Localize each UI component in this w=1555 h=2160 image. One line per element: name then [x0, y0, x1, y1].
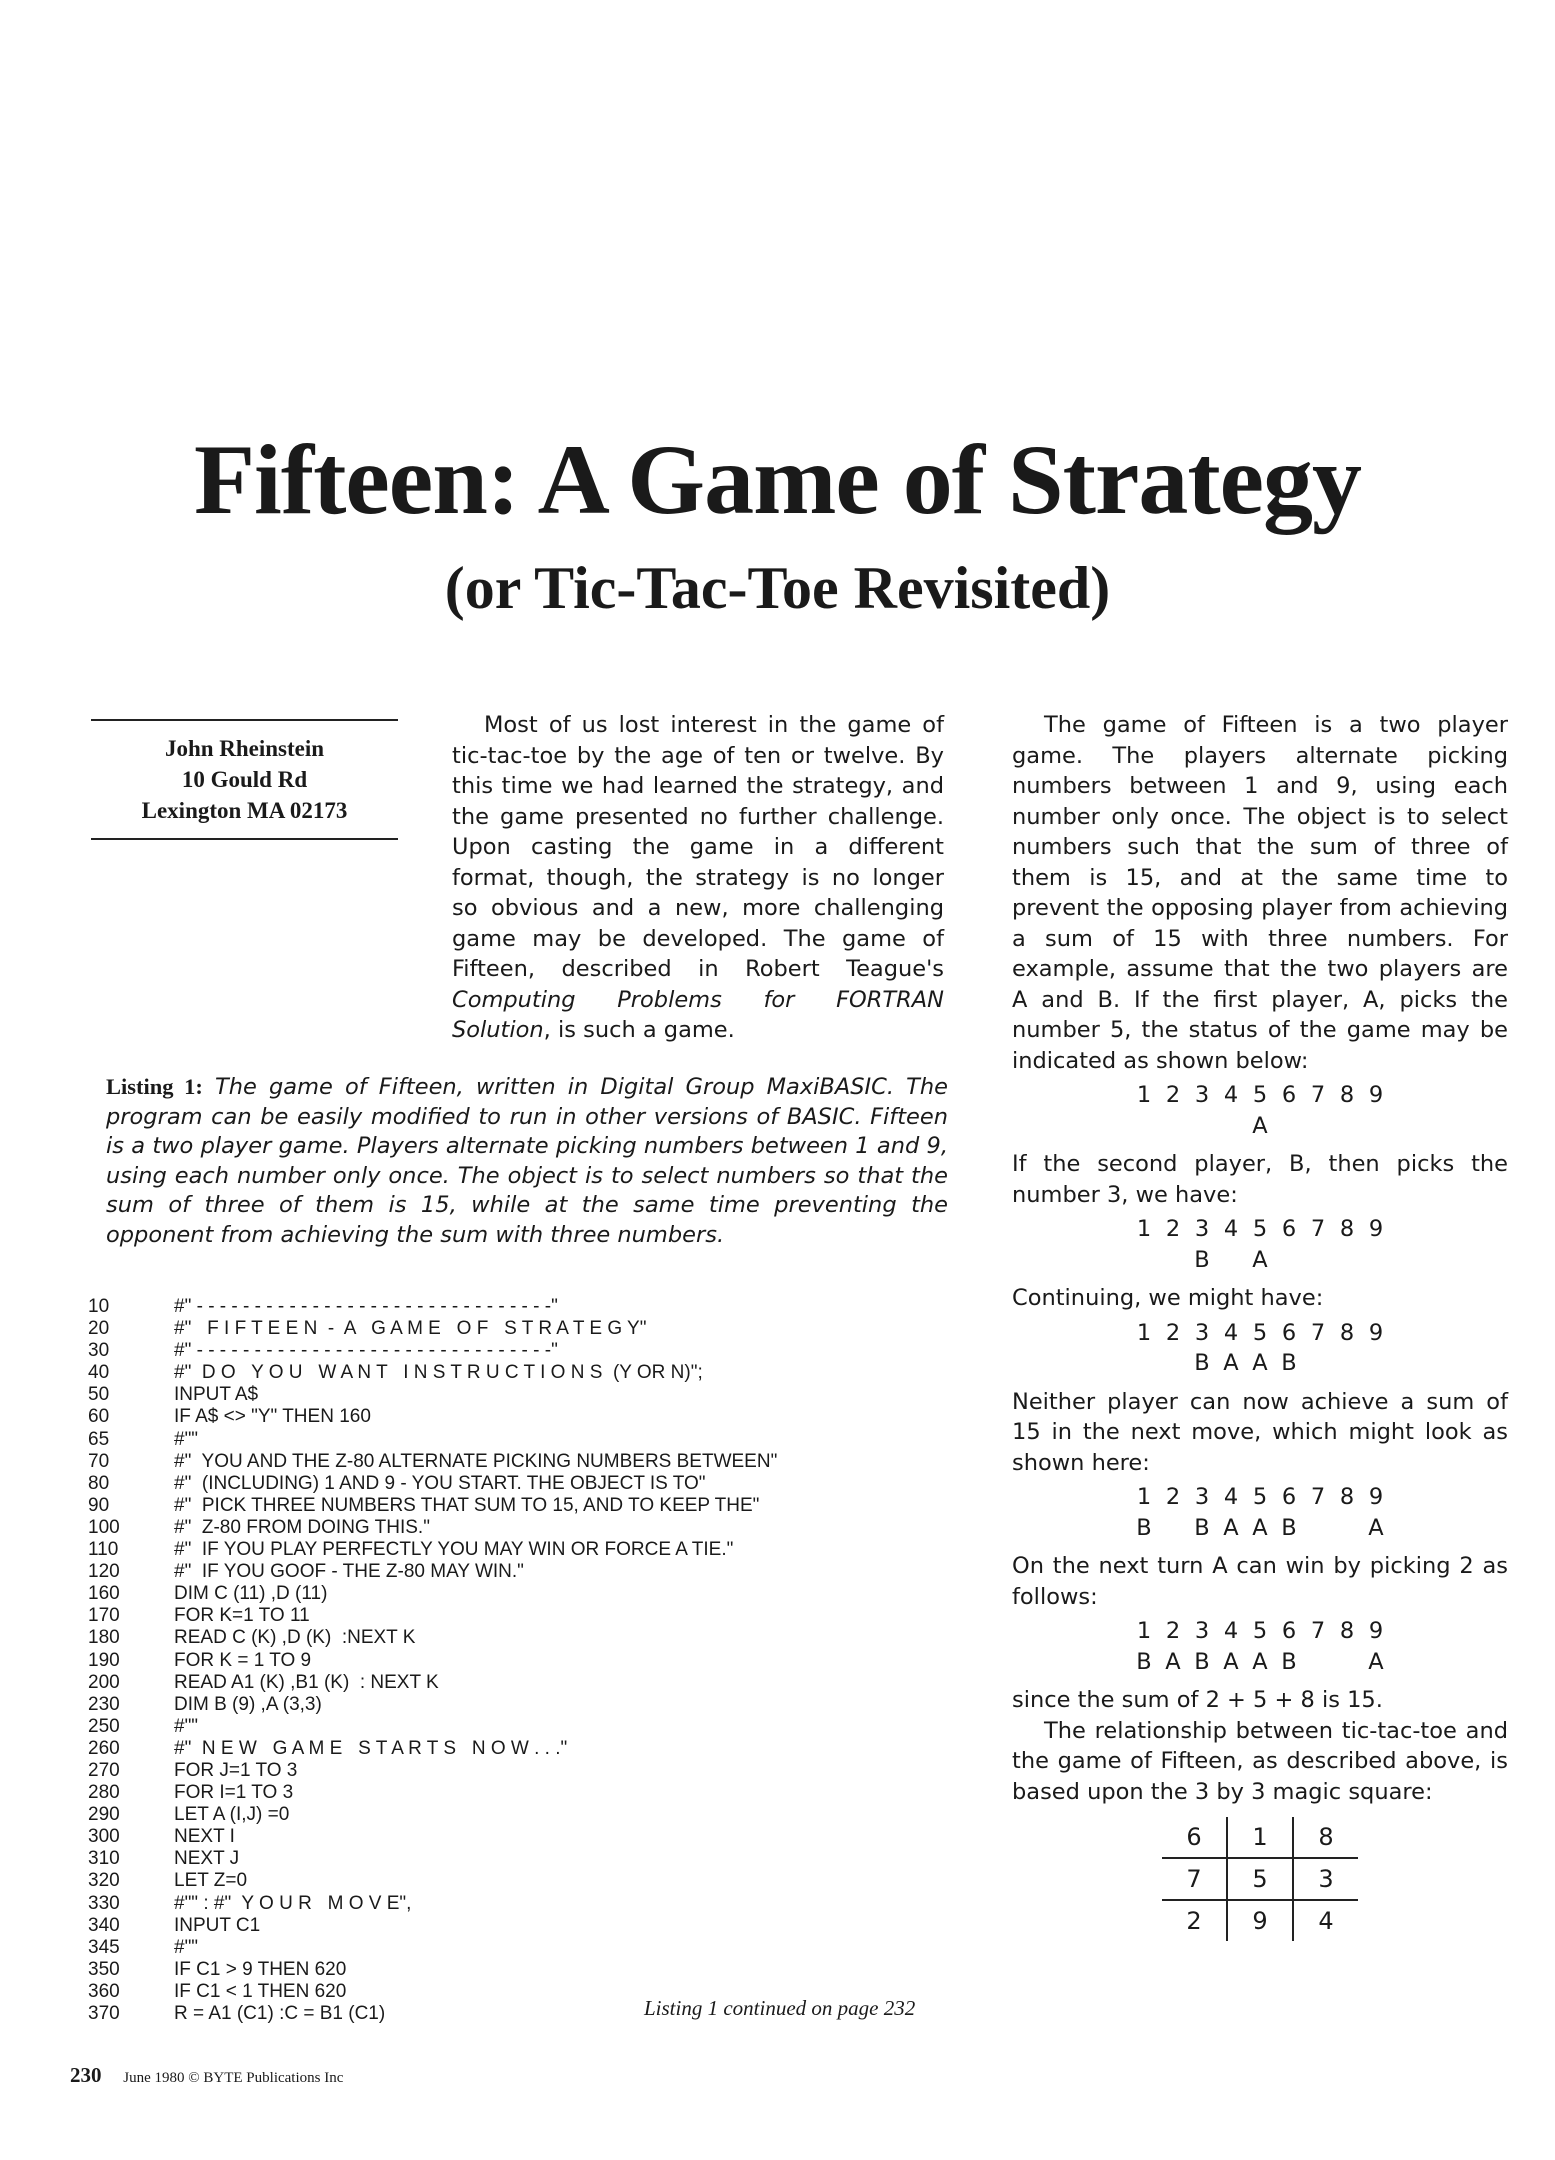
cell: B — [1136, 1648, 1152, 1675]
cell: A — [1252, 1350, 1268, 1376]
code-listing — [88, 1296, 968, 2025]
line-number: 340 — [88, 1914, 120, 1936]
cell: B — [1281, 1350, 1297, 1376]
magic-cell: 5 — [1227, 1858, 1293, 1900]
line-code: LET A (I,J) =0 — [174, 1804, 290, 1826]
cell: 3 — [1194, 1082, 1210, 1108]
code-line — [88, 1782, 968, 1804]
line-code: #" - - - - - - - - - - - - - - - - - - - - - - - - - - - - - - -" — [174, 1296, 558, 1317]
magic-row — [1162, 1900, 1358, 1941]
cell: A — [1252, 1514, 1268, 1541]
line-code: IF C1 < 1 THEN 620 — [174, 1980, 347, 2002]
magic-cell: 2 — [1162, 1900, 1227, 1941]
cell: A — [1368, 1648, 1384, 1675]
code-line — [88, 1429, 968, 1451]
line-code: DIM C (11) ,D (11) — [174, 1583, 328, 1605]
cell: 7 — [1310, 1484, 1326, 1510]
line-code: #" Z-80 FROM DOING THIS." — [174, 1516, 430, 1538]
line-number: 20 — [88, 1318, 110, 1340]
line-code: #" N E W G A M E S T A R T S N O W . . ." — [174, 1737, 568, 1759]
line-code: R = A1 (C1) :C = B1 (C1) — [174, 2003, 386, 2024]
cell: A — [1223, 1350, 1239, 1376]
cell — [1333, 1245, 1362, 1276]
cell: 1 — [1136, 1484, 1152, 1510]
paragraph-sum: since the sum of 2 + 5 + 8 is 15. — [1012, 1687, 1383, 1713]
player-row — [1012, 1348, 1508, 1379]
line-number: 60 — [88, 1406, 110, 1428]
book-title: Computing Problems for FORTRAN Solution — [452, 986, 944, 1043]
line-code: #" - - - - - - - - - - - - - - - - - - - - - - - - - - - - - - -" — [174, 1340, 558, 1362]
page-number: 230 — [70, 2063, 102, 2087]
cell — [1159, 1111, 1188, 1142]
code-line — [88, 1473, 968, 1495]
cell: 3 — [1194, 1484, 1210, 1510]
cell: 4 — [1223, 1082, 1239, 1108]
cell: B — [1194, 1246, 1210, 1273]
cell — [1333, 1513, 1362, 1544]
line-code: #" IF YOU PLAY PERFECTLY YOU MAY WIN OR FORCE A TIE." — [174, 1539, 734, 1561]
cell — [1304, 1111, 1333, 1142]
code-line — [88, 1605, 968, 1627]
cell: 1 — [1136, 1082, 1152, 1108]
cell: 2 — [1165, 1082, 1181, 1108]
code-line — [88, 1583, 968, 1605]
cell: 4 — [1223, 1319, 1239, 1346]
cell — [1130, 1245, 1159, 1276]
cell: 2 — [1165, 1216, 1181, 1242]
line-code: READ C (K) ,D (K) :NEXT K — [174, 1627, 416, 1649]
cell: 6 — [1281, 1618, 1297, 1644]
line-code: READ A1 (K) ,B1 (K) : NEXT K — [174, 1671, 439, 1693]
cell: 8 — [1339, 1216, 1355, 1242]
line-code: #"" — [174, 1428, 199, 1450]
page-footer — [70, 2063, 343, 2088]
line-code: FOR K = 1 TO 9 — [174, 1649, 312, 1671]
line-code: #" YOU AND THE Z-80 ALTERNATE PICKING NUMBERS BETWEEN" — [174, 1450, 778, 1472]
cell — [1304, 1348, 1333, 1379]
code-line — [88, 1738, 968, 1760]
line-number: 65 — [88, 1428, 110, 1450]
cell: 7 — [1310, 1216, 1326, 1242]
cell: B — [1281, 1514, 1297, 1541]
cell: B — [1194, 1350, 1210, 1376]
cell — [1362, 1111, 1391, 1142]
line-code: LET Z=0 — [174, 1870, 248, 1892]
code-line — [88, 1561, 968, 1583]
line-number: 350 — [88, 1958, 120, 1980]
number-row — [1012, 1318, 1508, 1349]
cell: A — [1368, 1514, 1384, 1541]
line-code: DIM B (9) ,A (3,3) — [174, 1693, 322, 1715]
line-number: 100 — [88, 1516, 120, 1538]
code-line — [88, 1650, 968, 1672]
cell: A — [1252, 1112, 1268, 1139]
cell: 9 — [1368, 1319, 1384, 1346]
line-number: 330 — [88, 1892, 120, 1914]
cell: A — [1223, 1514, 1239, 1541]
code-line — [88, 1296, 968, 1318]
intro-column — [452, 710, 944, 1046]
line-number: 180 — [88, 1627, 120, 1649]
cell: 9 — [1368, 1082, 1384, 1108]
cell: 2 — [1165, 1484, 1181, 1510]
game-state-1 — [1012, 1080, 1508, 1141]
listing-label: Listing 1: — [106, 1074, 203, 1099]
magic-cell: 7 — [1162, 1858, 1227, 1900]
code-line — [88, 1937, 968, 1959]
code-line — [88, 1804, 968, 1826]
code-line — [88, 1716, 968, 1738]
line-number: 200 — [88, 1671, 120, 1693]
code-line — [88, 1760, 968, 1782]
line-number: 290 — [88, 1804, 120, 1826]
cell — [1217, 1245, 1246, 1276]
cell — [1333, 1348, 1362, 1379]
cell: 6 — [1281, 1319, 1297, 1346]
listing-caption-text: The game of Fifteen, written in Digital Group MaxiBASIC. The program can be easily modified to run in other versions of BASIC. Fifteen is a two player game. Players alternate picking numbers between 1 and 9, using each number only once. The object is to select numbers so that the sum of three of them is 15, while at the same time preventing the opponent from achieving the sum with three numbers. — [106, 1074, 948, 1248]
cell: B — [1281, 1648, 1297, 1675]
author-box — [91, 719, 398, 840]
code-line — [88, 1384, 968, 1406]
code-line — [88, 1406, 968, 1428]
paragraph-relationship: The relationship between tic-tac-toe and the game of Fifteen, as described above, is based upon the 3 by 3 magic square: — [1012, 1717, 1508, 1805]
cell: 7 — [1310, 1319, 1326, 1346]
cell: A — [1252, 1648, 1268, 1675]
line-number: 50 — [88, 1384, 110, 1406]
game-state-4 — [1012, 1482, 1508, 1543]
magic-row — [1162, 1817, 1358, 1858]
code-line — [88, 1694, 968, 1716]
cell — [1275, 1111, 1304, 1142]
cell: 5 — [1252, 1216, 1268, 1242]
cell: 4 — [1223, 1216, 1239, 1242]
line-code: INPUT A$ — [174, 1384, 259, 1406]
line-number: 345 — [88, 1936, 120, 1958]
cell — [1130, 1348, 1159, 1379]
cell: 3 — [1194, 1618, 1210, 1644]
line-code: NEXT J — [174, 1848, 240, 1870]
cell: 8 — [1339, 1484, 1355, 1510]
code-line — [88, 1672, 968, 1694]
cell: 8 — [1339, 1319, 1355, 1346]
number-row — [1012, 1080, 1508, 1111]
cell: 3 — [1194, 1216, 1210, 1242]
cell — [1275, 1245, 1304, 1276]
listing-caption — [106, 1072, 948, 1250]
cell: 7 — [1310, 1082, 1326, 1108]
cell: 9 — [1368, 1216, 1384, 1242]
player-row — [1012, 1245, 1508, 1276]
code-line — [88, 1826, 968, 1848]
code-line — [88, 1539, 968, 1561]
cell: 6 — [1281, 1484, 1297, 1510]
article-title: Fifteen: A Game of Strategy — [193, 424, 1362, 535]
game-state-5 — [1012, 1616, 1508, 1677]
cell: B — [1136, 1514, 1152, 1541]
magic-row — [1162, 1858, 1358, 1900]
code-line — [88, 1627, 968, 1649]
cell — [1333, 1647, 1362, 1678]
line-number: 320 — [88, 1870, 120, 1892]
number-row — [1012, 1214, 1508, 1245]
cell: A — [1165, 1648, 1181, 1675]
cell: 6 — [1281, 1082, 1297, 1108]
code-line — [88, 1495, 968, 1517]
cell: A — [1223, 1648, 1239, 1675]
line-number: 360 — [88, 1980, 120, 2002]
cell: 7 — [1310, 1618, 1326, 1644]
cell: 6 — [1281, 1216, 1297, 1242]
paragraph-rules: The game of Fifteen is a two player game. The players alternate picking numbers between 1 and 9, using each number only once. The object is to select numbers such that the sum of three of them is 15, and at the same time to prevent the opposing player from achieving a sum of 15 with three numbers. For example, assume that the two players are A and B. If the first player, A, picks the number 5, the status of the game may be indicated as shown below: — [1012, 712, 1508, 1074]
cell — [1362, 1245, 1391, 1276]
line-code: #" IF YOU GOOF - THE Z-80 MAY WIN." — [174, 1561, 524, 1583]
player-row — [1012, 1111, 1508, 1142]
cell — [1130, 1111, 1159, 1142]
cell: 8 — [1339, 1082, 1355, 1108]
line-number: 10 — [88, 1296, 110, 1317]
line-code: IF C1 > 9 THEN 620 — [174, 1958, 347, 1980]
line-code: #"" — [174, 1936, 199, 1958]
paragraph-neither: Neither player can now achieve a sum of 15 in the next move, which might look as shown here: — [1012, 1388, 1508, 1476]
line-code: #" PICK THREE NUMBERS THAT SUM TO 15, AND TO KEEP THE" — [174, 1494, 760, 1516]
cell — [1188, 1111, 1217, 1142]
line-number: 160 — [88, 1583, 120, 1605]
cell: 3 — [1194, 1319, 1210, 1346]
line-code: #"" — [174, 1715, 199, 1737]
line-number: 260 — [88, 1737, 120, 1759]
code-line — [88, 1362, 968, 1384]
cell: 1 — [1136, 1319, 1152, 1346]
cell: 5 — [1252, 1319, 1268, 1346]
cell — [1304, 1513, 1333, 1544]
cell: 1 — [1136, 1618, 1152, 1644]
code-line — [88, 1340, 968, 1362]
cell: 2 — [1165, 1319, 1181, 1346]
magic-cell: 6 — [1162, 1817, 1227, 1858]
line-code: IF A$ <> "Y" THEN 160 — [174, 1406, 371, 1428]
player-row — [1012, 1647, 1508, 1678]
line-number: 120 — [88, 1561, 120, 1583]
intro-paragraph — [452, 710, 944, 1046]
code-line — [88, 1893, 968, 1915]
number-row — [1012, 1482, 1508, 1513]
cell — [1362, 1348, 1391, 1379]
line-number: 90 — [88, 1494, 110, 1516]
code-line — [88, 1959, 968, 1981]
article-subtitle: (or Tic-Tac-Toe Revisited) — [444, 555, 1111, 621]
game-state-3 — [1012, 1318, 1508, 1379]
line-code: #"" : #" Y O U R M O V E", — [174, 1892, 412, 1914]
cell: 1 — [1136, 1216, 1152, 1242]
code-line — [88, 1517, 968, 1539]
line-code: #" F I F T E E N - A G A M E O F S T R A T E G Y" — [174, 1318, 647, 1340]
author-address: 10 Gould Rd — [181, 767, 308, 792]
line-code: NEXT I — [174, 1826, 235, 1848]
intro-text-end: , is such a game. — [543, 1017, 735, 1043]
cell — [1159, 1348, 1188, 1379]
code-line — [88, 1870, 968, 1892]
line-number: 370 — [88, 2003, 120, 2024]
magic-cell: 1 — [1227, 1817, 1293, 1858]
paragraph-second-pick: If the second player, B, then picks the number 3, we have: — [1012, 1151, 1508, 1208]
magic-cell: 9 — [1227, 1900, 1293, 1941]
cell — [1304, 1647, 1333, 1678]
cell — [1304, 1245, 1333, 1276]
line-number: 310 — [88, 1848, 120, 1870]
intro-text: Most of us lost interest in the game of tic-tac-toe by the age of ten or twelve. By this time we had learned the strategy, and the game presented no further challenge. Upon casting the game in a different format, though, the strategy is no longer so obvious and a new, more challenging game may be developed. The game of Fifteen, described in Robert Teague's — [452, 712, 944, 982]
cell: 5 — [1252, 1082, 1268, 1108]
paragraph-next-turn: On the next turn A can win by picking 2 as follows: — [1012, 1553, 1508, 1610]
cell: 5 — [1252, 1484, 1268, 1510]
cell: A — [1252, 1246, 1268, 1273]
line-number: 110 — [88, 1539, 119, 1561]
game-state-2 — [1012, 1214, 1508, 1275]
cell: 9 — [1368, 1618, 1384, 1644]
line-number: 250 — [88, 1715, 120, 1737]
line-number: 70 — [88, 1450, 110, 1472]
code-line — [88, 1915, 968, 1937]
line-number: 80 — [88, 1472, 110, 1494]
line-code: #" (INCLUDING) 1 AND 9 - YOU START. THE OBJECT IS TO" — [174, 1472, 706, 1494]
cell: 2 — [1165, 1618, 1181, 1644]
author-city: Lexington MA 02173 — [141, 798, 348, 823]
line-number: 280 — [88, 1782, 120, 1804]
line-number: 170 — [88, 1605, 120, 1627]
line-code: FOR I=1 TO 3 — [174, 1782, 294, 1804]
code-line — [88, 1318, 968, 1340]
cell: 4 — [1223, 1484, 1239, 1510]
cell: 4 — [1223, 1618, 1239, 1644]
line-code: FOR K=1 TO 11 — [174, 1605, 310, 1627]
line-code: INPUT C1 — [174, 1914, 261, 1936]
code-line — [88, 1451, 968, 1473]
cell: 8 — [1339, 1618, 1355, 1644]
cell: B — [1194, 1648, 1210, 1675]
line-code: FOR J=1 TO 3 — [174, 1759, 298, 1781]
line-number: 230 — [88, 1693, 120, 1715]
cell: B — [1194, 1514, 1210, 1541]
cell — [1159, 1245, 1188, 1276]
line-number: 190 — [88, 1649, 120, 1671]
magic-square — [1162, 1817, 1358, 1941]
cell — [1217, 1111, 1246, 1142]
code-line — [88, 1848, 968, 1870]
player-row — [1012, 1513, 1508, 1544]
cell: 9 — [1368, 1484, 1384, 1510]
line-number: 300 — [88, 1826, 120, 1848]
cell: 5 — [1252, 1618, 1268, 1644]
line-number: 270 — [88, 1759, 120, 1781]
listing-continued-note: Listing 1 continued on page 232 — [644, 1996, 916, 2020]
magic-cell: 4 — [1293, 1900, 1358, 1941]
cell — [1159, 1513, 1188, 1544]
magic-cell: 8 — [1293, 1817, 1358, 1858]
cell — [1333, 1111, 1362, 1142]
footer-credit: June 1980 © BYTE Publications Inc — [123, 2070, 344, 2086]
line-number: 30 — [88, 1340, 110, 1362]
line-number: 40 — [88, 1362, 110, 1384]
line-code: #" D O Y O U W A N T I N S T R U C T I O N S (Y OR N)"; — [174, 1362, 703, 1384]
right-column — [1012, 710, 1508, 1941]
magic-cell: 3 — [1293, 1858, 1358, 1900]
paragraph-continuing: Continuing, we might have: — [1012, 1285, 1324, 1311]
number-row — [1012, 1616, 1508, 1647]
author-name: John Rheinstein — [164, 736, 325, 761]
